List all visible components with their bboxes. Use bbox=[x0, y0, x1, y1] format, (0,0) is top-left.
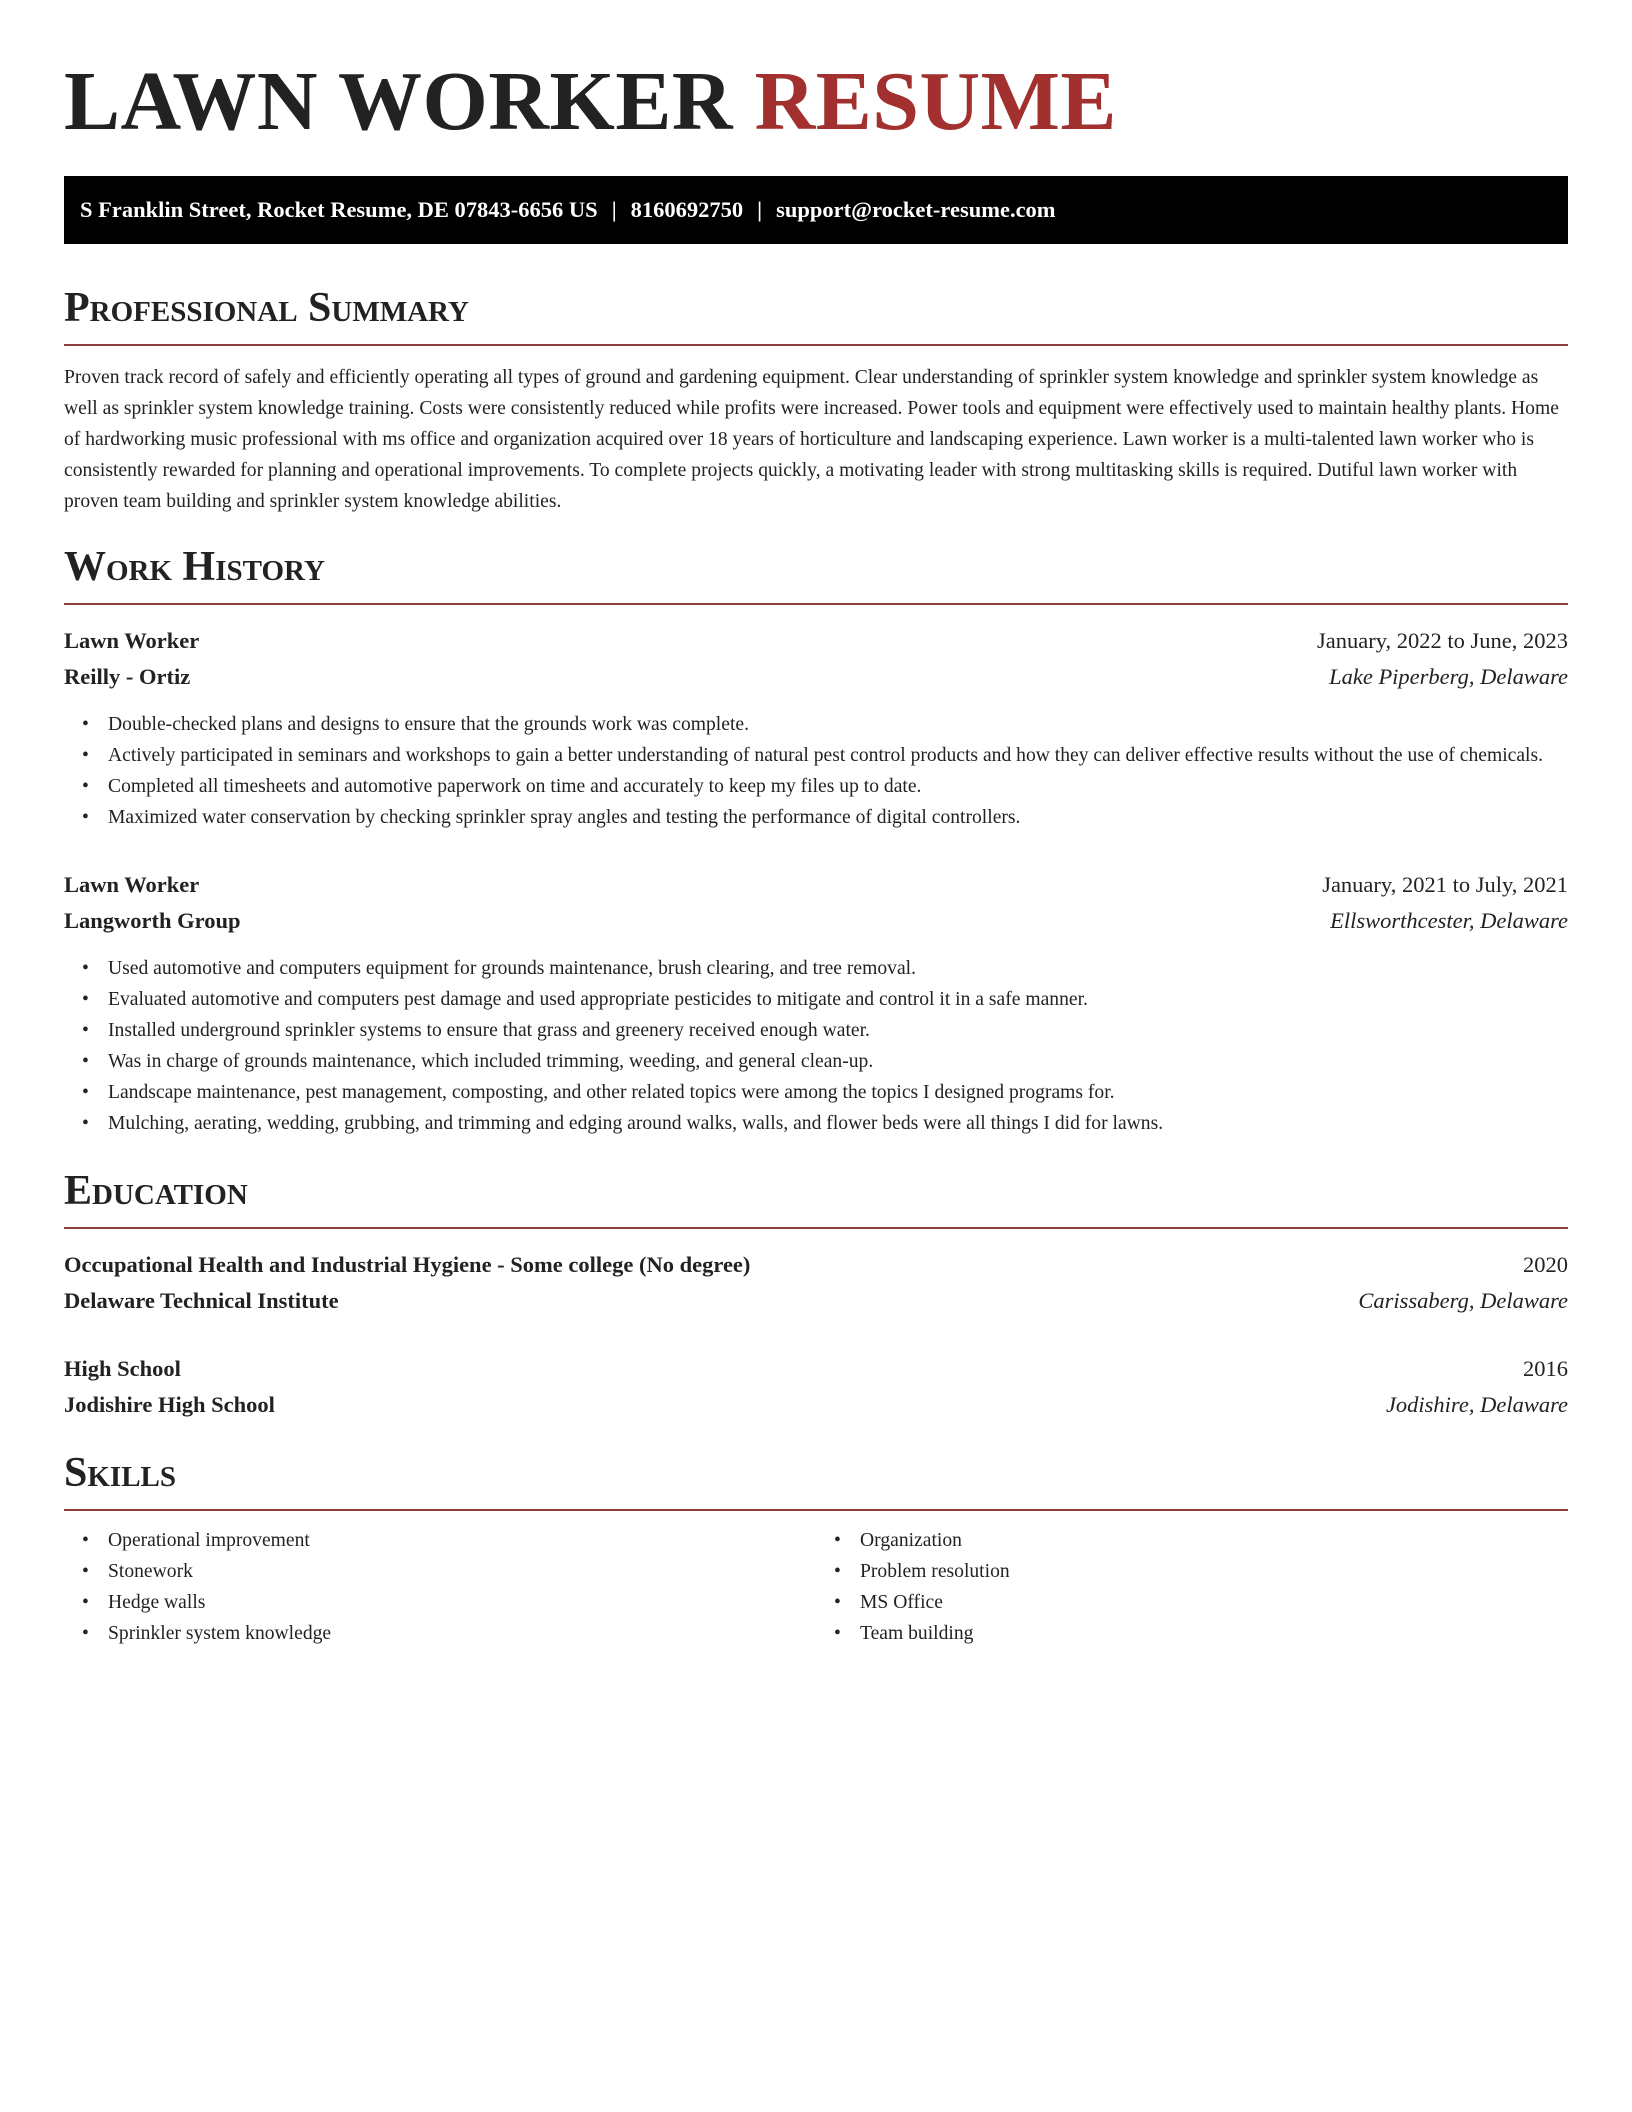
education-entry bbox=[64, 1247, 1568, 1319]
job-bullets bbox=[64, 953, 1568, 1139]
education-degree-row bbox=[64, 1247, 1568, 1283]
education-location: Jodishire, Delaware bbox=[1385, 1392, 1568, 1417]
work-history-heading: Work History bbox=[64, 541, 1568, 605]
education-school: Jodishire High School bbox=[64, 1392, 275, 1417]
education-degree: Occupational Health and Industrial Hygiene - Some college (No degree) bbox=[64, 1252, 751, 1277]
education-degree: High School bbox=[64, 1356, 181, 1381]
list-item: • Operational improvement bbox=[108, 1525, 816, 1556]
list-item: • Installed underground sprinkler systems to ensure that grass and greenery received enough water. bbox=[108, 1015, 1568, 1046]
list-item: • Mulching, aerating, wedding, grubbing, and trimming and edging around walks, walls, and flower beds were all things I did for lawns. bbox=[108, 1108, 1568, 1139]
skills-list-left bbox=[64, 1525, 816, 1649]
job-company-row bbox=[64, 659, 1568, 695]
job-dates: January, 2022 to June, 2023 bbox=[1316, 628, 1568, 653]
education-entry bbox=[64, 1351, 1568, 1423]
job-title-row bbox=[64, 623, 1568, 659]
job-bullets bbox=[64, 709, 1568, 833]
list-item: • Organization bbox=[860, 1525, 1568, 1556]
contact-address: S Franklin Street, Rocket Resume, DE 07843-6656 US bbox=[80, 197, 598, 222]
list-item: • Double-checked plans and designs to ensure that the grounds work was complete. bbox=[108, 709, 1568, 740]
contact-bar bbox=[64, 176, 1568, 244]
job-company: Langworth Group bbox=[64, 908, 241, 933]
job-title-row bbox=[64, 867, 1568, 903]
education-school-row bbox=[64, 1283, 1568, 1319]
job-entry bbox=[64, 623, 1568, 833]
list-item: • Maximized water conservation by checking sprinkler spray angles and testing the performance of digital controllers. bbox=[108, 802, 1568, 833]
job-company-row bbox=[64, 903, 1568, 939]
skills-grid bbox=[64, 1525, 1568, 1649]
education-school-row bbox=[64, 1387, 1568, 1423]
job-title: Lawn Worker bbox=[64, 872, 200, 897]
contact-email[interactable]: support@rocket-resume.com bbox=[776, 197, 1056, 222]
list-item: • Landscape maintenance, pest management, composting, and other related topics were among the topics I designed programs for. bbox=[108, 1077, 1568, 1108]
contact-separator: | bbox=[757, 197, 763, 222]
job-company: Reilly - Ortiz bbox=[64, 664, 191, 689]
education-school: Delaware Technical Institute bbox=[64, 1288, 339, 1313]
list-item: • Completed all timesheets and automotive paperwork on time and accurately to keep my files up to date. bbox=[108, 771, 1568, 802]
contact-phone: 8160692750 bbox=[630, 197, 744, 222]
resume-page bbox=[64, 0, 1568, 1649]
resume-title bbox=[64, 0, 1568, 152]
education-degree-row bbox=[64, 1351, 1568, 1387]
job-title: Lawn Worker bbox=[64, 628, 200, 653]
education-heading: Education bbox=[64, 1165, 1568, 1229]
title-accent: RESUME bbox=[754, 55, 1117, 148]
title-main: LAWN WORKER bbox=[64, 55, 734, 148]
job-dates: January, 2021 to July, 2021 bbox=[1322, 872, 1568, 897]
list-item: • Sprinkler system knowledge bbox=[108, 1618, 816, 1649]
list-item: • Team building bbox=[860, 1618, 1568, 1649]
summary-heading: Professional Summary bbox=[64, 282, 1568, 346]
job-entry bbox=[64, 867, 1568, 1139]
education-location: Carissaberg, Delaware bbox=[1358, 1288, 1568, 1313]
list-item: • MS Office bbox=[860, 1587, 1568, 1618]
contact-separator: | bbox=[611, 197, 617, 222]
list-item: • Hedge walls bbox=[108, 1587, 816, 1618]
skills-list-right bbox=[816, 1525, 1568, 1649]
education-year: 2016 bbox=[1523, 1356, 1568, 1381]
list-item: • Problem resolution bbox=[860, 1556, 1568, 1587]
summary-text: Proven track record of safely and efficiently operating all types of ground and gardening equipment. Clear understanding of sprinkler system knowledge and sprinkler system knowledge as well as sprinkler system knowledge training. Costs were consistently reduced while profits were increased. Power tools and equipment were effectively used to maintain healthy plants. Home of hardworking music professional with ms office and organization acquired over 18 years of horticulture and landscaping experience. Lawn worker is a multi-talented lawn worker who is consistently rewarded for planning and operational improvements. To complete projects quickly, a motivating leader with strong multitasking skills is required. Dutiful lawn worker with proven team building and sprinkler system knowledge abilities. bbox=[64, 367, 1559, 512]
list-item: • Stonework bbox=[108, 1556, 816, 1587]
list-item: • Was in charge of grounds maintenance, which included trimming, weeding, and general clean-up. bbox=[108, 1046, 1568, 1077]
list-item: • Evaluated automotive and computers pest damage and used appropriate pesticides to mitigate and control it in a safe manner. bbox=[108, 984, 1568, 1015]
education-year: 2020 bbox=[1523, 1252, 1568, 1277]
list-item: • Actively participated in seminars and workshops to gain a better understanding of natural pest control products and how they can deliver effective results without the use of chemicals. bbox=[108, 740, 1568, 771]
job-location: Lake Piperberg, Delaware bbox=[1329, 664, 1568, 689]
skills-heading: Skills bbox=[64, 1447, 1568, 1511]
list-item: • Used automotive and computers equipment for grounds maintenance, brush clearing, and tree removal. bbox=[108, 953, 1568, 984]
job-location: Ellsworthcester, Delaware bbox=[1330, 908, 1568, 933]
